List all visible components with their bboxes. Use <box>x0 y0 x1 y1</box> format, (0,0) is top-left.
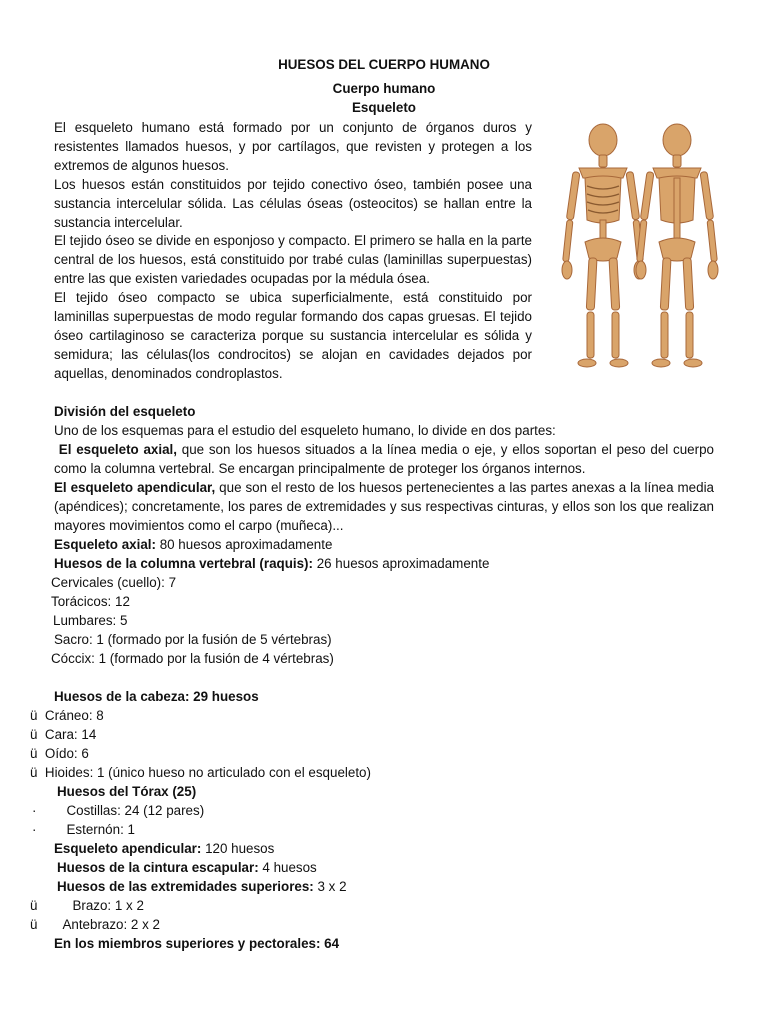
check-icon: ü <box>30 765 38 780</box>
list-item: · Esternón: 1 <box>32 822 135 837</box>
intro-paragraph: El esqueleto humano está formado por un conjunto de órganos duros y resistentes llamados huesos, y por cartílagos, que revisten y protegen a los extremos de algunos huesos. <box>54 120 532 173</box>
document-title: HUESOS DEL CUERPO HUMANO <box>278 57 490 72</box>
list-item: ü Cara: 14 <box>30 727 97 742</box>
check-icon: ü <box>30 746 38 761</box>
list-item: Lumbares: 5 <box>53 613 128 628</box>
axial-text: que son los huesos situados a la línea media o eje, y ellos soportan el peso del cuerpo como la columna vertebral. Se encargan principalmente de proteger los órganos internos. <box>54 442 714 476</box>
axial-count: Esqueleto axial: 80 huesos aproximadamente <box>54 537 333 552</box>
intro-paragraph: El tejido óseo se divide en esponjoso y compacto. El primero se halla en la parte central de los huesos, está constituido por trabé culas (laminillas superpuestas) entre las que existen variedades ocupadas por la médula ósea. <box>54 233 532 287</box>
miembros-count: En los miembros superiores y pectorales: 64 <box>54 936 340 951</box>
list-item: ü Oído: 6 <box>30 746 89 761</box>
axial-description <box>54 441 714 479</box>
bullet-dot-icon: · <box>32 803 37 818</box>
list-item: ü Hioides: 1 (único hueso no articulado con el esqueleto) <box>30 765 371 780</box>
list-item: · Costillas: 24 (12 pares) <box>32 803 205 818</box>
list-item: Cervicales (cuello): 7 <box>51 575 177 590</box>
torax-heading: Huesos del Tórax (25) <box>57 784 197 799</box>
skeleton-illustration <box>545 120 730 378</box>
division-heading: División del esqueleto <box>54 404 196 419</box>
intro-paragraph: El tejido óseo compacto se ubica superficialmente, está constituido por laminillas superpuestas de modo regular formando dos capas gruesas. El tejido óseo cartilaginoso se caracteriza porque su sustancia intercelular es sólida y semidura; las células(los condrocitos) se alojan en cavidades dejados por aquellas, denominados condroplastos. <box>54 290 532 381</box>
check-icon: ü <box>30 708 38 723</box>
list-item: ü Antebrazo: 2 x 2 <box>30 917 160 932</box>
apendicular-count: Esqueleto apendicular: 120 huesos <box>54 841 275 856</box>
check-icon: ü <box>30 917 38 932</box>
cintura-count: Huesos de la cintura escapular: 4 huesos <box>57 860 317 875</box>
list-item: ü Cráneo: 8 <box>30 708 104 723</box>
apendicular-term: El esqueleto apendicular, <box>54 480 216 495</box>
extremidades-count: Huesos de las extremidades superiores: 3 x 2 <box>57 879 347 894</box>
check-icon: ü <box>30 898 38 913</box>
check-icon: ü <box>30 727 38 742</box>
list-item: Sacro: 1 (formado por la fusión de 5 vértebras) <box>54 632 332 647</box>
column-count: Huesos de la columna vertebral (raquis): 26 huesos aproximadamente <box>54 556 490 571</box>
list-item: ü Brazo: 1 x 2 <box>30 898 144 913</box>
apendicular-description <box>54 479 714 536</box>
list-item: Torácicos: 12 <box>51 594 130 609</box>
division-intro: Uno de los esquemas para el estudio del esqueleto humano, lo divide en dos partes: <box>54 423 556 438</box>
head-heading: Huesos de la cabeza: 29 huesos <box>54 689 259 704</box>
bullet-dot-icon: · <box>32 822 37 837</box>
apendicular-text: que son el resto de los huesos pertenecientes a las partes anexas a la línea media (apéndices); concretamente, los pares de extremidades y sus respectivas cinturas, y ellos son los que realizan mayores movimientos como el carpo (muñeca)... <box>54 480 714 533</box>
axial-term: El esqueleto axial, <box>58 442 177 457</box>
intro-text <box>54 119 532 384</box>
intro-paragraph: Los huesos están constituidos por tejido conectivo óseo, también posee una sustancia intercelular sólida. Las células óseas (osteocitos) se hallan entre la sustancia intercelular. <box>54 176 532 230</box>
section-subtitle-esqueleto: Esqueleto <box>352 100 416 115</box>
list-item: Cóccix: 1 (formado por la fusión de 4 vértebras) <box>51 651 334 666</box>
section-subtitle-cuerpo: Cuerpo humano <box>332 81 436 96</box>
